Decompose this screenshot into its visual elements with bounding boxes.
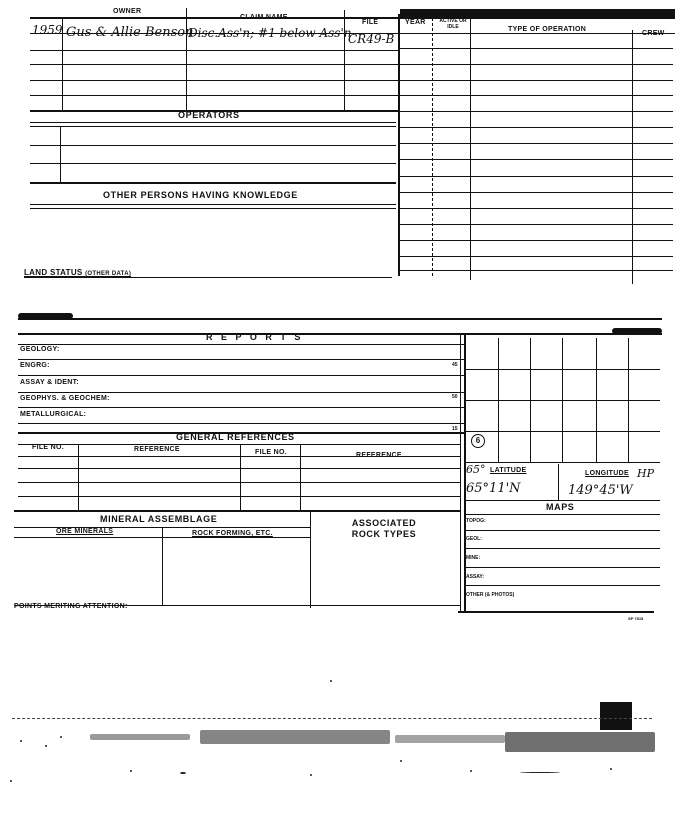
ref-row	[18, 496, 460, 497]
mineral-divider	[162, 527, 163, 605]
grid-row	[464, 400, 660, 401]
right-row-line	[398, 192, 673, 193]
report-row-line	[18, 423, 464, 424]
other-persons-rule	[30, 204, 396, 205]
scan-line	[12, 718, 652, 719]
col-claim-name-label: CLAIM NAME	[240, 14, 288, 21]
right-row-line	[398, 64, 673, 65]
latitude-value: 65°11'N	[466, 481, 521, 496]
maps-geol-label: GEOL:	[466, 536, 482, 542]
scan-blot	[400, 9, 675, 17]
right-row-line	[398, 48, 673, 49]
latitude-prefix: 65°	[466, 463, 486, 476]
maps-row	[464, 530, 660, 531]
maps-row	[464, 585, 660, 586]
operators-heading: OPERATORS	[178, 110, 240, 120]
grid-row	[464, 431, 660, 432]
longitude-value: 149°45'W	[568, 483, 633, 498]
col-rock-forming-label: ROCK FORMING, ETC.	[192, 530, 273, 537]
col-file-label: FILE	[362, 19, 379, 26]
scan-speck	[45, 745, 47, 747]
right-row-line	[398, 143, 673, 144]
maps-topog-label: TOPOG:	[466, 518, 486, 524]
land-status-label	[24, 268, 131, 277]
report-geology-label: GEOLOGY:	[20, 346, 60, 353]
report-metallurgical-label: METALLURGICAL:	[20, 411, 87, 418]
associated-rock-types-heading: ASSOCIATED ROCK TYPES	[351, 518, 417, 539]
entry-claim-name: Disc.Ass'n; #1 below Ass'n	[188, 26, 352, 40]
references-rule	[18, 444, 460, 445]
scan-square	[600, 702, 632, 730]
right-row-line	[398, 224, 673, 225]
right-row-line	[398, 176, 673, 177]
report-row-line	[18, 392, 464, 393]
ref-divider	[300, 444, 301, 512]
ref-divider	[240, 444, 241, 512]
year-divider	[398, 14, 400, 276]
general-references-heading: GENERAL REFERENCES	[176, 432, 295, 442]
ref-row	[18, 482, 460, 483]
right-row-line	[398, 127, 673, 128]
entry-file: CR49-B	[348, 32, 395, 46]
scan-speck	[400, 760, 402, 762]
scan-speck	[180, 772, 186, 774]
col-file-no-label: FILE NO.	[32, 444, 64, 451]
ref-row	[18, 456, 460, 457]
scan-speck	[520, 772, 560, 773]
maps-mine-label: MINE:	[466, 555, 481, 561]
reports-rule	[18, 344, 464, 345]
reports-top-rule	[18, 333, 662, 335]
right-row-line	[398, 159, 673, 160]
operators-row	[30, 145, 396, 146]
right-row-line	[398, 80, 673, 81]
ref-bottom-rule	[14, 510, 460, 512]
maps-top-rule	[464, 500, 660, 501]
col-type-operation-label: TYPE OF OPERATION	[508, 26, 587, 33]
row-line	[30, 80, 398, 81]
scan-smudge	[505, 732, 655, 752]
col-crew-label: CREW	[642, 30, 665, 37]
row-line	[30, 95, 398, 96]
latitude-label: LATITUDE	[490, 467, 527, 474]
scan-speck	[470, 770, 472, 772]
other-persons-heading: OTHER PERSONS HAVING KNOWLEDGE	[103, 190, 298, 200]
col-reference-label: REFERENCE	[134, 446, 180, 453]
report-engrg-num: 45	[452, 362, 458, 368]
col-file-no-2-label: FILE NO.	[255, 449, 287, 456]
scan-speck	[610, 768, 612, 770]
report-geophys-label: GEOPHYS. & GEOCHEM:	[20, 395, 110, 402]
entry-owner: Gus & Allie Benson	[66, 25, 194, 40]
report-row-line	[18, 375, 464, 376]
crew-divider	[632, 30, 633, 284]
land-status-sub: (OTHER DATA)	[85, 271, 132, 277]
scan-speck	[10, 780, 12, 782]
right-row-line	[398, 95, 673, 96]
report-engrg-label: ENGRG:	[20, 362, 50, 369]
right-row-line	[398, 111, 673, 112]
maps-row	[464, 548, 660, 549]
col-reference-2-label: REFERENCE	[356, 452, 402, 459]
scan-speck	[130, 770, 132, 772]
mineral-assemblage-heading: MINERAL ASSEMBLAGE	[100, 514, 218, 524]
land-status-rule	[24, 277, 392, 278]
operators-divider	[60, 126, 61, 182]
longitude-suffix: HP	[637, 467, 654, 480]
maps-rule	[464, 514, 660, 515]
right-row-line	[398, 208, 673, 209]
land-status-text: LAND STATUS	[24, 268, 83, 277]
maps-other-label: OTHER (& PHOTOS)	[466, 592, 515, 598]
operators-rule	[30, 122, 396, 123]
maps-row	[464, 567, 660, 568]
scan-smudge	[395, 735, 505, 743]
col-year-label: YEAR	[405, 19, 426, 26]
report-extra-num: 15	[452, 426, 458, 432]
report-row-line	[18, 407, 464, 408]
ref-divider	[78, 444, 79, 512]
operators-row	[30, 163, 396, 164]
form-code: SP 7815	[628, 616, 644, 621]
maps-assay-label: ASSAY:	[466, 574, 485, 580]
right-row-line	[398, 240, 673, 241]
report-geophys-num: 50	[452, 394, 458, 400]
latlong-divider	[558, 464, 559, 500]
entry-year: 1959	[32, 23, 63, 37]
main-divider-inner	[460, 333, 461, 611]
grid-row	[464, 462, 660, 463]
points-meriting-attention-label: POINTS MERITING ATTENTION:	[14, 603, 128, 610]
row-line	[30, 50, 398, 51]
header-rule	[30, 17, 675, 19]
report-row-line	[18, 359, 464, 360]
active-divider	[432, 18, 433, 276]
operators-rule	[30, 126, 396, 127]
col-active-idle-label: ACTIVE OR IDLE	[439, 18, 467, 30]
scan-speck	[20, 740, 22, 742]
scan-smudge	[200, 730, 390, 744]
maps-heading: MAPS	[546, 502, 575, 512]
col-owner-label: OWNER	[113, 8, 142, 15]
scan-speck	[310, 774, 312, 776]
maps-bottom-rule	[458, 611, 654, 613]
grid-row	[464, 369, 660, 370]
scan-speck	[60, 736, 62, 738]
scan-speck	[330, 680, 332, 682]
other-persons-rule	[30, 208, 396, 209]
col-ore-minerals-label: ORE MINERALS	[56, 528, 114, 535]
right-row-line	[398, 256, 673, 257]
report-assay-label: ASSAY & IDENT:	[20, 379, 80, 386]
row-line	[30, 64, 398, 65]
ref-row	[18, 468, 460, 469]
location-circle-number: 6	[471, 434, 485, 448]
section-top-rule	[18, 318, 662, 320]
longitude-label: LONGITUDE	[585, 470, 629, 477]
scan-smudge	[90, 734, 190, 740]
reports-heading: R E P O R T S	[206, 332, 304, 342]
associated-divider	[310, 512, 311, 608]
right-row-line	[398, 270, 673, 271]
operators-row	[30, 182, 396, 184]
